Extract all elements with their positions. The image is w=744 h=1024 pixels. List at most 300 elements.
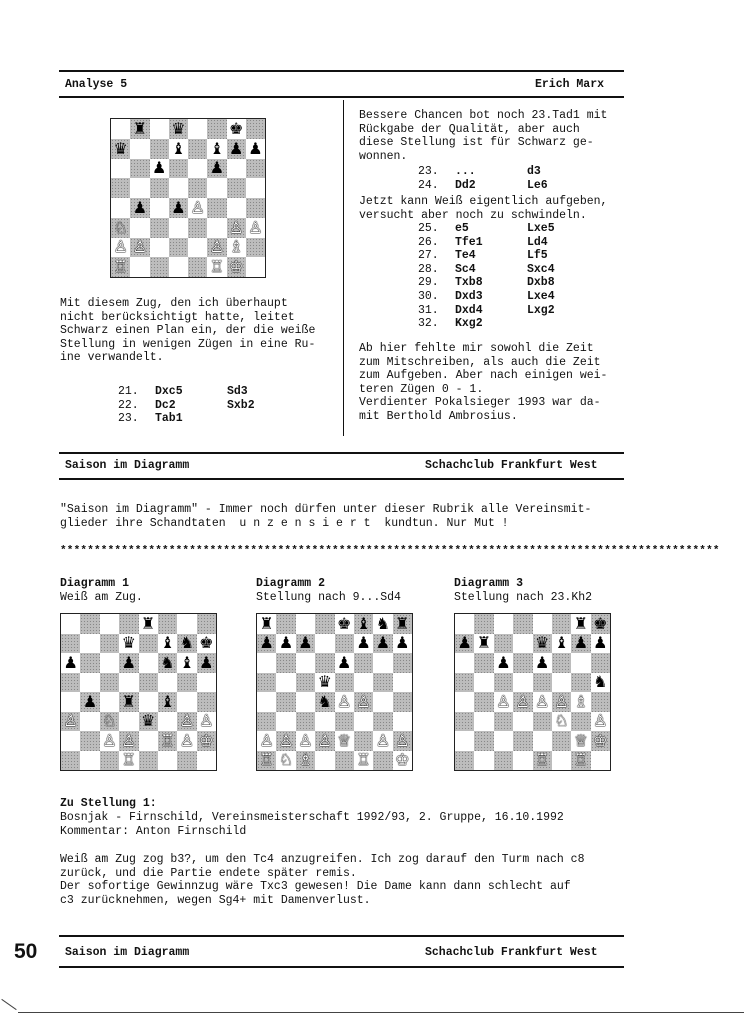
board-square <box>474 653 493 673</box>
move-num: 27. <box>418 249 439 263</box>
board-square <box>139 653 158 673</box>
white-pawn-icon: ♙ <box>496 691 511 711</box>
board-square <box>61 692 80 712</box>
board-square <box>354 653 373 673</box>
white-rook-icon: ♖ <box>209 257 225 277</box>
board-square <box>494 614 513 634</box>
board-square <box>227 218 246 238</box>
board-square <box>169 257 188 277</box>
black-queen-icon: ♛ <box>113 138 128 158</box>
black-bishop-icon: ♝ <box>356 613 371 633</box>
black-knight-icon: ♞ <box>160 652 175 672</box>
white-pawn-icon: ♙ <box>248 217 263 237</box>
move-black: Sxb2 <box>227 398 255 412</box>
board-square <box>197 614 216 634</box>
board-square <box>296 731 315 751</box>
board-square <box>494 634 513 654</box>
move-white: Tfe1 <box>455 235 483 249</box>
white-pawn-icon: ♙ <box>515 691 530 711</box>
board-square <box>354 673 373 693</box>
move-white: Sc4 <box>455 262 476 276</box>
board-square <box>188 257 207 277</box>
white-rook-icon: ♖ <box>356 750 371 770</box>
board-square <box>393 712 412 732</box>
top-rule <box>59 70 624 72</box>
board-square <box>354 634 373 654</box>
board-square <box>494 731 513 751</box>
move-num: 25. <box>418 222 439 235</box>
board-square <box>158 653 177 673</box>
board-square <box>150 218 169 238</box>
white-pawn-icon: ♙ <box>535 691 550 711</box>
move-white: e5 <box>455 222 469 235</box>
black-pawn-icon: ♟ <box>535 652 550 672</box>
board-square <box>513 634 532 654</box>
move-num: 29. <box>418 276 439 290</box>
board-square <box>533 731 552 751</box>
black-knight-icon: ♞ <box>317 691 332 711</box>
move-white: Txb8 <box>455 276 483 290</box>
black-bishop-icon: ♝ <box>160 691 175 711</box>
move-black: Lxg2 <box>527 303 555 317</box>
board-square <box>207 238 226 258</box>
board-square <box>80 712 99 732</box>
white-rook-icon: ♖ <box>573 750 589 770</box>
board-square <box>139 731 158 751</box>
board-square <box>335 692 354 712</box>
board-square <box>111 159 130 179</box>
board-square <box>393 692 412 712</box>
board-square <box>207 159 226 179</box>
black-queen-icon: ♛ <box>535 633 550 653</box>
board-square <box>315 712 334 732</box>
section-header-left: Saison im Diagramm <box>65 459 190 472</box>
board-square <box>373 653 392 673</box>
black-rook-icon: ♜ <box>395 613 410 633</box>
black-pawn-icon: ♟ <box>298 633 313 653</box>
board-square <box>130 257 149 277</box>
white-knight-icon: ♘ <box>102 711 117 731</box>
board-square <box>227 178 246 198</box>
board-square <box>169 178 188 198</box>
board-square <box>246 178 265 198</box>
board-square <box>207 178 226 198</box>
move-black: Ld4 <box>527 235 548 249</box>
board-square <box>100 673 119 693</box>
board-square <box>111 119 130 139</box>
white-bishop-icon: ♗ <box>228 237 244 257</box>
white-pawn-icon: ♙ <box>593 711 608 731</box>
black-rook-icon: ♜ <box>141 613 156 633</box>
board-square <box>315 731 334 751</box>
board-square <box>119 614 138 634</box>
black-rook-icon: ♜ <box>476 633 492 653</box>
board-square <box>474 731 493 751</box>
move-num: 22. <box>118 398 139 412</box>
board-square <box>335 751 354 771</box>
board-square <box>177 614 196 634</box>
move-black: Sd3 <box>227 385 248 398</box>
board-square <box>111 257 130 277</box>
black-pawn-icon: ♟ <box>573 633 589 653</box>
white-pawn-icon: ♙ <box>132 237 148 257</box>
board-square <box>188 178 207 198</box>
board-square <box>177 751 196 771</box>
white-bishop-icon: ♗ <box>298 750 313 770</box>
board-square <box>188 159 207 179</box>
board-square <box>169 198 188 218</box>
black-pawn-icon: ♟ <box>248 138 263 158</box>
board-square <box>158 751 177 771</box>
board-square <box>100 634 119 654</box>
board-square <box>207 139 226 159</box>
black-pawn-icon: ♟ <box>121 652 136 672</box>
board-square <box>494 673 513 693</box>
board-square <box>80 673 99 693</box>
board-square <box>373 634 392 654</box>
board-square <box>513 673 532 693</box>
black-bishop-icon: ♝ <box>209 138 225 158</box>
board-square <box>354 712 373 732</box>
board-square <box>100 712 119 732</box>
move-num: 23. <box>418 165 439 178</box>
board-square <box>276 692 295 712</box>
black-pawn-icon: ♟ <box>63 652 78 672</box>
black-pawn-icon: ♟ <box>82 691 98 711</box>
board-square <box>571 692 590 712</box>
section-bottom-rule <box>59 478 624 480</box>
board-square <box>119 751 138 771</box>
white-pawn-icon: ♙ <box>209 237 225 257</box>
board-square <box>100 731 119 751</box>
board-square <box>197 692 216 712</box>
board-square <box>552 614 571 634</box>
board-square <box>455 712 474 732</box>
board-square <box>552 673 571 693</box>
board-square <box>513 731 532 751</box>
board-square <box>455 634 474 654</box>
board-square <box>227 139 246 159</box>
board-square <box>276 614 295 634</box>
board-square <box>354 731 373 751</box>
board-square <box>119 692 138 712</box>
board-square <box>533 751 552 771</box>
board-square <box>276 634 295 654</box>
white-rook-icon: ♖ <box>160 730 175 750</box>
move-black: Lxe4 <box>527 290 555 303</box>
board-square <box>373 712 392 732</box>
black-pawn-icon: ♟ <box>171 197 186 217</box>
board-square <box>150 178 169 198</box>
board-square <box>246 139 265 159</box>
board-square <box>533 614 552 634</box>
board-square <box>354 692 373 712</box>
board-square <box>158 634 177 654</box>
board-square <box>188 139 207 159</box>
board-square <box>591 731 610 751</box>
white-rook-icon: ♖ <box>259 750 274 770</box>
black-bishop-icon: ♝ <box>179 652 195 672</box>
board-square <box>276 751 295 771</box>
board-square <box>169 238 188 258</box>
white-pawn-icon: ♙ <box>228 217 244 237</box>
board-square <box>591 673 610 693</box>
board-square <box>552 653 571 673</box>
board-square <box>296 653 315 673</box>
board-square <box>111 218 130 238</box>
black-pawn-icon: ♟ <box>209 158 225 178</box>
board-square <box>276 712 295 732</box>
black-queen-icon: ♛ <box>171 118 186 138</box>
board-square <box>177 634 196 654</box>
board-square <box>571 673 590 693</box>
diagram-1-caption: Weiß am Zug. <box>60 591 143 604</box>
board-square <box>533 692 552 712</box>
white-queen-icon: ♕ <box>573 730 589 750</box>
board-square <box>315 673 334 693</box>
board-square <box>61 731 80 751</box>
board-square <box>552 751 571 771</box>
board-square <box>246 159 265 179</box>
white-pawn-icon: ♙ <box>113 237 128 257</box>
board-square <box>552 634 571 654</box>
board-square <box>197 634 216 654</box>
board-square <box>373 692 392 712</box>
board-square <box>246 119 265 139</box>
right-commentary-3: Ab hier fehlte mir sowohl die Zeit zum Mitschreiben, als auch die Zeit zum Aufgeben. Aber nach einigen wei- teren Zügen 0 - 1. Verdienter Pokalsieger 1993 war da- mit Berthold Ambrosius. <box>359 342 608 423</box>
board-square <box>455 614 474 634</box>
right-commentary-1: Bessere Chancen bot noch 23.Tad1 mit Rückgabe der Qualität, aber auch diese Stellung ist für Schwarz ge- wonnen. <box>359 109 608 163</box>
move-black: Lf5 <box>527 249 548 263</box>
board-square <box>169 159 188 179</box>
board-square <box>100 692 119 712</box>
board-square <box>130 238 149 258</box>
board-square <box>571 731 590 751</box>
move-black: Le6 <box>527 178 548 192</box>
left-commentary: Mit diesem Zug, den ich überhaupt nicht berücksichtigt hatte, leitet Schwarz einen Plan ein, der die weiße Stellung in wenigen Zügen in eine Ru- ine verwandelt. <box>60 297 316 365</box>
white-pawn-icon: ♙ <box>190 197 205 217</box>
board-square <box>100 653 119 673</box>
board-square <box>257 673 276 693</box>
board-square <box>139 673 158 693</box>
board-square <box>474 692 493 712</box>
board-square <box>533 712 552 732</box>
white-pawn-icon: ♙ <box>278 730 294 750</box>
move-white: Kxg2 <box>455 317 483 331</box>
move-white: Dxc5 <box>155 385 183 398</box>
white-pawn-icon: ♙ <box>337 691 352 711</box>
board-square <box>276 731 295 751</box>
white-pawn-icon: ♙ <box>356 691 371 711</box>
board-square <box>130 178 149 198</box>
black-rook-icon: ♜ <box>259 613 274 633</box>
move-black: Dxb8 <box>527 276 555 290</box>
board-square <box>591 712 610 732</box>
board-square <box>246 198 265 218</box>
board-square <box>257 653 276 673</box>
move-white: Dxd4 <box>455 303 483 317</box>
board-square <box>139 692 158 712</box>
board-square <box>61 634 80 654</box>
board-square <box>533 653 552 673</box>
board-square <box>455 731 474 751</box>
black-rook-icon: ♜ <box>132 118 148 138</box>
board-square <box>513 653 532 673</box>
diagram-2-caption: Stellung nach 9...Sd4 <box>256 591 401 604</box>
white-knight-icon: ♘ <box>113 217 128 237</box>
board-square <box>296 692 315 712</box>
white-pawn-icon: ♙ <box>199 711 214 731</box>
board-square <box>197 712 216 732</box>
move-num: 21. <box>118 385 139 398</box>
diagram-2-chessboard <box>256 613 413 771</box>
board-square <box>393 751 412 771</box>
diagram-3-title: Diagramm 3 <box>454 577 524 590</box>
black-pawn-icon: ♟ <box>199 652 214 672</box>
move-num: 32. <box>418 317 439 331</box>
board-square <box>130 159 149 179</box>
white-king-icon: ♔ <box>228 257 244 277</box>
board-square <box>296 751 315 771</box>
board-square <box>246 218 265 238</box>
board-square <box>513 712 532 732</box>
board-square <box>513 692 532 712</box>
board-square <box>150 198 169 218</box>
board-square <box>552 692 571 712</box>
board-square <box>197 751 216 771</box>
board-square <box>169 119 188 139</box>
board-square <box>571 751 590 771</box>
board-square <box>455 653 474 673</box>
white-pawn-icon: ♙ <box>298 730 313 750</box>
black-pawn-icon: ♟ <box>151 158 167 178</box>
header-rule <box>59 96 624 98</box>
move-num: 31. <box>418 303 439 317</box>
board-square <box>227 159 246 179</box>
board-square <box>571 614 590 634</box>
board-square <box>533 634 552 654</box>
move-num: 26. <box>418 235 439 249</box>
move-black: d3 <box>527 165 541 178</box>
board-square <box>177 692 196 712</box>
board-square <box>227 257 246 277</box>
board-square <box>139 751 158 771</box>
footer-top-rule <box>59 935 624 937</box>
board-square <box>80 653 99 673</box>
black-bishop-icon: ♝ <box>171 138 186 158</box>
move-black: Sxc4 <box>527 262 555 276</box>
board-square <box>257 614 276 634</box>
diagram-3-chessboard <box>454 613 611 771</box>
board-square <box>207 218 226 238</box>
board-square <box>80 751 99 771</box>
board-square <box>188 218 207 238</box>
board-square <box>257 712 276 732</box>
board-square <box>455 751 474 771</box>
board-square <box>315 692 334 712</box>
board-square <box>61 712 80 732</box>
board-square <box>276 653 295 673</box>
black-pawn-icon: ♟ <box>356 633 371 653</box>
board-square <box>335 614 354 634</box>
board-square <box>80 692 99 712</box>
board-square <box>227 119 246 139</box>
board-square <box>455 692 474 712</box>
board-square <box>393 673 412 693</box>
board-square <box>494 751 513 771</box>
board-square <box>61 751 80 771</box>
board-square <box>158 614 177 634</box>
board-square <box>177 712 196 732</box>
move-white: Dd2 <box>455 178 476 192</box>
intro-text: "Saison im Diagramm" - Immer noch dürfen unter dieser Rubrik alle Vereinsmit- glieder ihre Schandtaten u n z e n s i e r t kundtun. Nur Mut ! <box>60 503 592 530</box>
black-pawn-icon: ♟ <box>259 633 274 653</box>
move-num: 23. <box>118 412 139 426</box>
board-square <box>257 751 276 771</box>
white-pawn-icon: ♙ <box>179 711 195 731</box>
move-white: ... <box>455 165 476 178</box>
board-square <box>315 634 334 654</box>
game-comment-author: Kommentar: Anton Firnschild <box>60 825 247 838</box>
header-right: Erich Marx <box>535 78 605 91</box>
board-square <box>139 634 158 654</box>
white-pawn-icon: ♙ <box>317 730 332 750</box>
white-rook-icon: ♖ <box>535 750 550 770</box>
board-square <box>197 653 216 673</box>
black-pawn-icon: ♟ <box>337 652 352 672</box>
board-square <box>315 653 334 673</box>
scan-mark <box>1 999 16 1010</box>
board-square <box>207 119 226 139</box>
board-square <box>335 712 354 732</box>
board-square <box>177 653 196 673</box>
board-square <box>111 139 130 159</box>
section-top-rule <box>59 452 624 454</box>
white-pawn-icon: ♙ <box>395 730 410 750</box>
board-square <box>335 634 354 654</box>
diagram-1-chessboard <box>60 613 217 771</box>
board-square <box>150 238 169 258</box>
black-rook-icon: ♜ <box>121 691 136 711</box>
board-square <box>474 634 493 654</box>
black-queen-icon: ♛ <box>141 711 156 731</box>
board-square <box>188 238 207 258</box>
board-square <box>139 712 158 732</box>
board-square <box>296 634 315 654</box>
board-square <box>130 119 149 139</box>
board-square <box>393 731 412 751</box>
footer-left: Saison im Diagramm <box>65 946 190 959</box>
board-square <box>227 198 246 218</box>
black-rook-icon: ♜ <box>573 613 589 633</box>
board-square <box>552 712 571 732</box>
board-square <box>474 751 493 771</box>
board-square <box>474 614 493 634</box>
board-square <box>61 673 80 693</box>
board-square <box>591 692 610 712</box>
white-pawn-icon: ♙ <box>259 730 274 750</box>
white-knight-icon: ♘ <box>278 750 294 770</box>
board-square <box>373 731 392 751</box>
board-square <box>257 692 276 712</box>
board-square <box>571 634 590 654</box>
board-square <box>100 751 119 771</box>
section-header-right: Schachclub Frankfurt West <box>425 459 598 472</box>
board-square <box>100 614 119 634</box>
black-king-icon: ♚ <box>337 613 352 633</box>
board-square <box>591 634 610 654</box>
white-pawn-icon: ♙ <box>102 730 117 750</box>
